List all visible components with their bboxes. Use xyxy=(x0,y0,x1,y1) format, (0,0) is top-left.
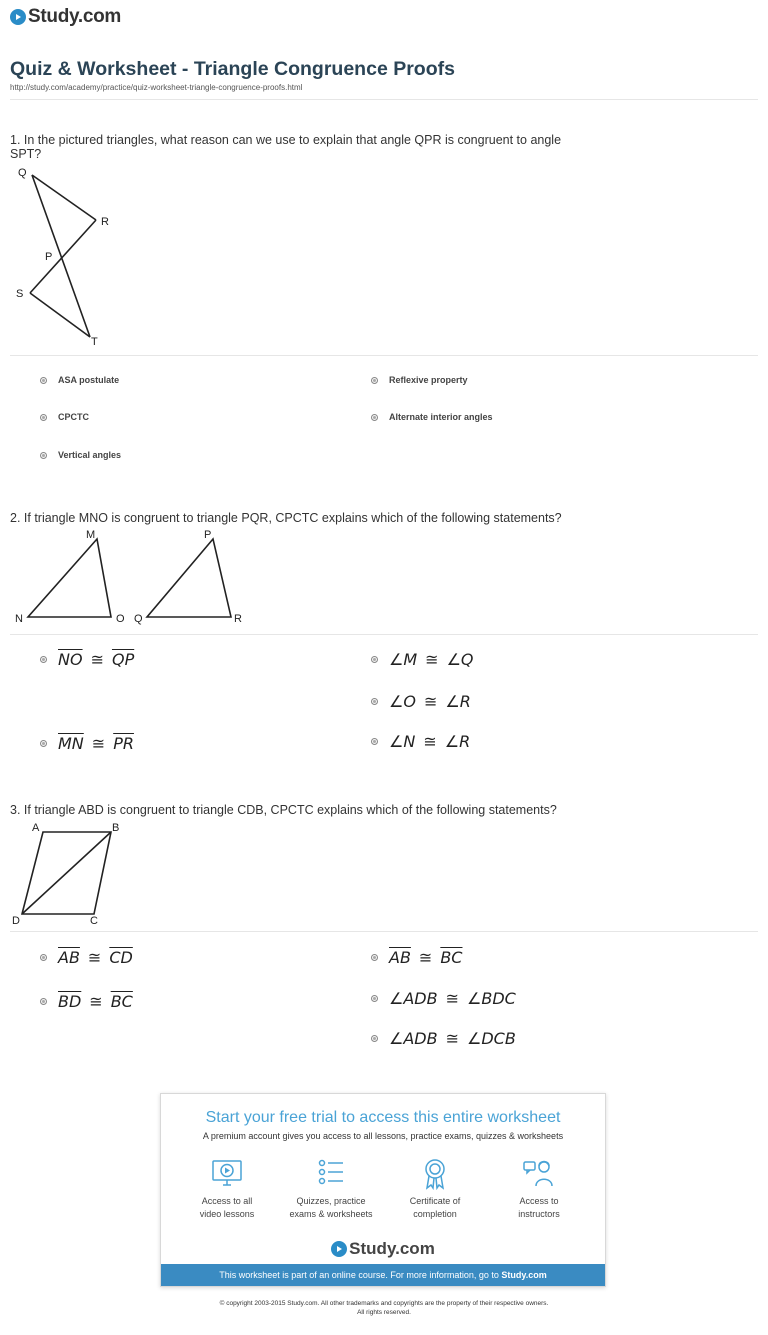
promo-bar-text: This worksheet is part of an online course. For more information, go to xyxy=(219,1270,502,1280)
q1-option-3[interactable] xyxy=(40,412,89,422)
page-url: http://study.com/academy/practice/quiz-worksheet-triangle-congruence-proofs.html xyxy=(10,83,303,92)
certificate-icon xyxy=(418,1156,452,1190)
figure-label-s: S xyxy=(16,288,24,300)
question-2-divider xyxy=(10,634,758,635)
footer-line-1: © copyright 2003-2015 Study.com. All other trademarks and copyrights are the property of their respective owners. xyxy=(219,1300,549,1307)
figure-label-o: O xyxy=(116,613,125,625)
radio-button[interactable] xyxy=(40,998,47,1005)
figure-label-t: T xyxy=(91,336,98,348)
radio-button[interactable] xyxy=(371,414,378,421)
question-1-line-2: SPT? xyxy=(10,147,42,161)
q2-option-2[interactable] xyxy=(371,650,474,669)
figure-label-q: Q xyxy=(18,167,27,179)
expression-left: ∠M xyxy=(389,650,418,669)
option-label: Alternate interior angles xyxy=(389,412,493,422)
figure-label-a: A xyxy=(32,822,40,834)
q3-option-1[interactable] xyxy=(40,948,133,967)
study-logo[interactable] xyxy=(10,6,121,28)
feature-quizzes xyxy=(281,1156,381,1221)
radio-button[interactable] xyxy=(371,698,378,705)
q2-option-5[interactable] xyxy=(371,732,470,751)
expression-left: ∠ADB xyxy=(389,1029,438,1048)
option-expression xyxy=(389,1029,516,1048)
congruent-symbol: ≅ xyxy=(418,948,433,967)
promo-bar-link[interactable]: Study.com xyxy=(501,1270,547,1280)
feature-label-line-2: video lessons xyxy=(199,1209,255,1219)
option-label: ASA postulate xyxy=(58,375,120,385)
expression-right: $\overline{QP}$ xyxy=(111,650,135,669)
q2-option-1[interactable] xyxy=(40,650,134,669)
figure-label-p: P xyxy=(45,251,53,263)
feature-label-line-2: exams & worksheets xyxy=(289,1209,373,1219)
feature-certificate xyxy=(385,1156,485,1221)
expression-left: ∠ADB xyxy=(389,989,438,1008)
congruent-symbol: ≅ xyxy=(89,992,103,1011)
video-lesson-icon xyxy=(210,1156,244,1190)
congruent-symbol: ≅ xyxy=(425,650,439,669)
expression-left: $\overline{AB}$ xyxy=(389,948,411,967)
expression-right: ∠Q xyxy=(446,650,474,669)
expression-right: ∠R xyxy=(445,692,471,711)
radio-button[interactable] xyxy=(371,954,378,961)
option-expression xyxy=(389,650,474,669)
option-expression xyxy=(58,948,133,967)
option-expression xyxy=(389,948,462,967)
congruent-symbol: ≅ xyxy=(90,650,104,669)
expression-right: ∠DCB xyxy=(467,1029,516,1048)
radio-button[interactable] xyxy=(40,377,47,384)
q1-option-4[interactable] xyxy=(371,412,493,422)
question-3-divider xyxy=(10,931,758,932)
congruent-symbol: ≅ xyxy=(445,1029,459,1048)
feature-label-line-1: Quizzes, practice xyxy=(296,1196,366,1206)
q2-option-3[interactable] xyxy=(371,692,471,711)
feature-instructors xyxy=(489,1156,589,1221)
expression-right: $\overline{BC}$ xyxy=(110,992,133,1011)
expression-left: ∠N xyxy=(389,732,416,751)
expression-right: ∠BDC xyxy=(467,989,516,1008)
congruent-symbol: ≅ xyxy=(423,732,437,751)
q1-option-2[interactable] xyxy=(371,375,468,385)
expression-left: $\overline{NO}$ xyxy=(58,650,83,669)
promo-info-bar xyxy=(161,1264,605,1286)
option-expression xyxy=(58,650,134,669)
question-1-figure xyxy=(10,163,130,353)
feature-label-line-2: completion xyxy=(413,1209,457,1219)
page-title: Quiz & Worksheet - Triangle Congruence Proofs xyxy=(10,58,455,80)
question-2-figure xyxy=(10,525,250,635)
q3-option-5[interactable] xyxy=(371,1029,516,1048)
instructors-icon xyxy=(522,1156,556,1190)
q3-option-4[interactable] xyxy=(371,989,516,1008)
radio-button[interactable] xyxy=(371,995,378,1002)
option-expression xyxy=(58,734,134,753)
question-3-figure xyxy=(10,818,130,930)
footer-line-2: All rights reserved. xyxy=(357,1309,411,1316)
question-1-divider xyxy=(10,355,758,356)
option-label: CPCTC xyxy=(58,412,89,422)
expression-right: $\overline{PR}$ xyxy=(113,734,134,753)
question-2-text: 2. If triangle MNO is congruent to triangle PQR, CPCTC explains which of the following statements? xyxy=(10,511,562,525)
figure-label-m: M xyxy=(86,529,96,541)
congruent-symbol: ≅ xyxy=(423,692,438,711)
radio-button[interactable] xyxy=(40,740,47,747)
header-divider xyxy=(10,99,758,100)
expression-left: $\overline{AB}$ xyxy=(58,948,80,967)
q3-option-3[interactable] xyxy=(40,992,133,1011)
option-label: Vertical angles xyxy=(58,450,122,460)
q2-option-4[interactable] xyxy=(40,734,134,753)
logo-text: Study.com xyxy=(28,6,122,27)
figure-label-q: Q xyxy=(134,613,143,625)
option-expression xyxy=(389,732,470,751)
expression-right: $\overline{BC}$ xyxy=(440,948,463,967)
radio-button[interactable] xyxy=(40,656,47,663)
feature-label-line-1: Access to xyxy=(519,1196,559,1206)
expression-left: ∠O xyxy=(389,692,416,711)
feature-video-lessons xyxy=(177,1156,277,1221)
congruent-symbol: ≅ xyxy=(91,734,106,753)
radio-button[interactable] xyxy=(40,414,47,421)
congruent-symbol: ≅ xyxy=(445,989,459,1008)
radio-button[interactable] xyxy=(371,377,378,384)
radio-button[interactable] xyxy=(371,1035,378,1042)
option-expression xyxy=(389,989,516,1008)
figure-label-d: D xyxy=(12,915,20,927)
feature-label-line-1: Certificate of xyxy=(409,1196,461,1206)
promo-title[interactable]: Start your free trial to access this entire worksheet xyxy=(205,1109,561,1126)
radio-button[interactable] xyxy=(371,738,378,745)
promo-logo-text: Study.com xyxy=(349,1239,435,1258)
figure-label-r: R xyxy=(234,613,242,625)
play-icon xyxy=(10,9,26,25)
radio-button[interactable] xyxy=(40,954,47,961)
promo-study-logo[interactable] xyxy=(161,1239,605,1259)
expression-right: ∠R xyxy=(444,732,471,751)
figure-label-b: B xyxy=(112,822,120,834)
question-1-text xyxy=(10,133,561,161)
figure-label-p: P xyxy=(204,529,212,541)
expression-right: $\overline{CD}$ xyxy=(109,948,133,967)
expression-left: $\overline{MN}$ xyxy=(58,734,84,753)
q3-option-2[interactable] xyxy=(371,948,462,967)
quiz-list-icon xyxy=(314,1156,348,1190)
figure-label-n: N xyxy=(15,613,23,625)
expression-left: $\overline{BD}$ xyxy=(58,992,82,1011)
q1-option-5[interactable] xyxy=(40,450,121,460)
option-label: Reflexive property xyxy=(389,375,468,385)
copyright-footer xyxy=(0,1299,768,1317)
question-3-text: 3. If triangle ABD is congruent to triangle CDB, CPCTC explains which of the following statements? xyxy=(10,803,557,817)
option-expression xyxy=(389,692,471,711)
feature-label-line-2: instructors xyxy=(518,1209,560,1219)
question-1-line-1: 1. In the pictured triangles, what reason can we use to explain that angle QPR is congruent to angle xyxy=(10,133,562,147)
figure-label-r: R xyxy=(101,216,109,228)
radio-button[interactable] xyxy=(371,656,378,663)
feature-label-line-1: Access to all xyxy=(201,1196,253,1206)
play-icon xyxy=(331,1241,347,1257)
figure-label-c: C xyxy=(90,915,98,927)
premium-promo-box xyxy=(160,1093,606,1287)
promo-subtitle: A premium account gives you access to all lessons, practice exams, quizzes & worksheets xyxy=(202,1131,564,1141)
radio-button[interactable] xyxy=(40,452,47,459)
q1-option-1[interactable] xyxy=(40,375,119,385)
congruent-symbol: ≅ xyxy=(87,948,102,967)
option-expression xyxy=(58,992,133,1011)
